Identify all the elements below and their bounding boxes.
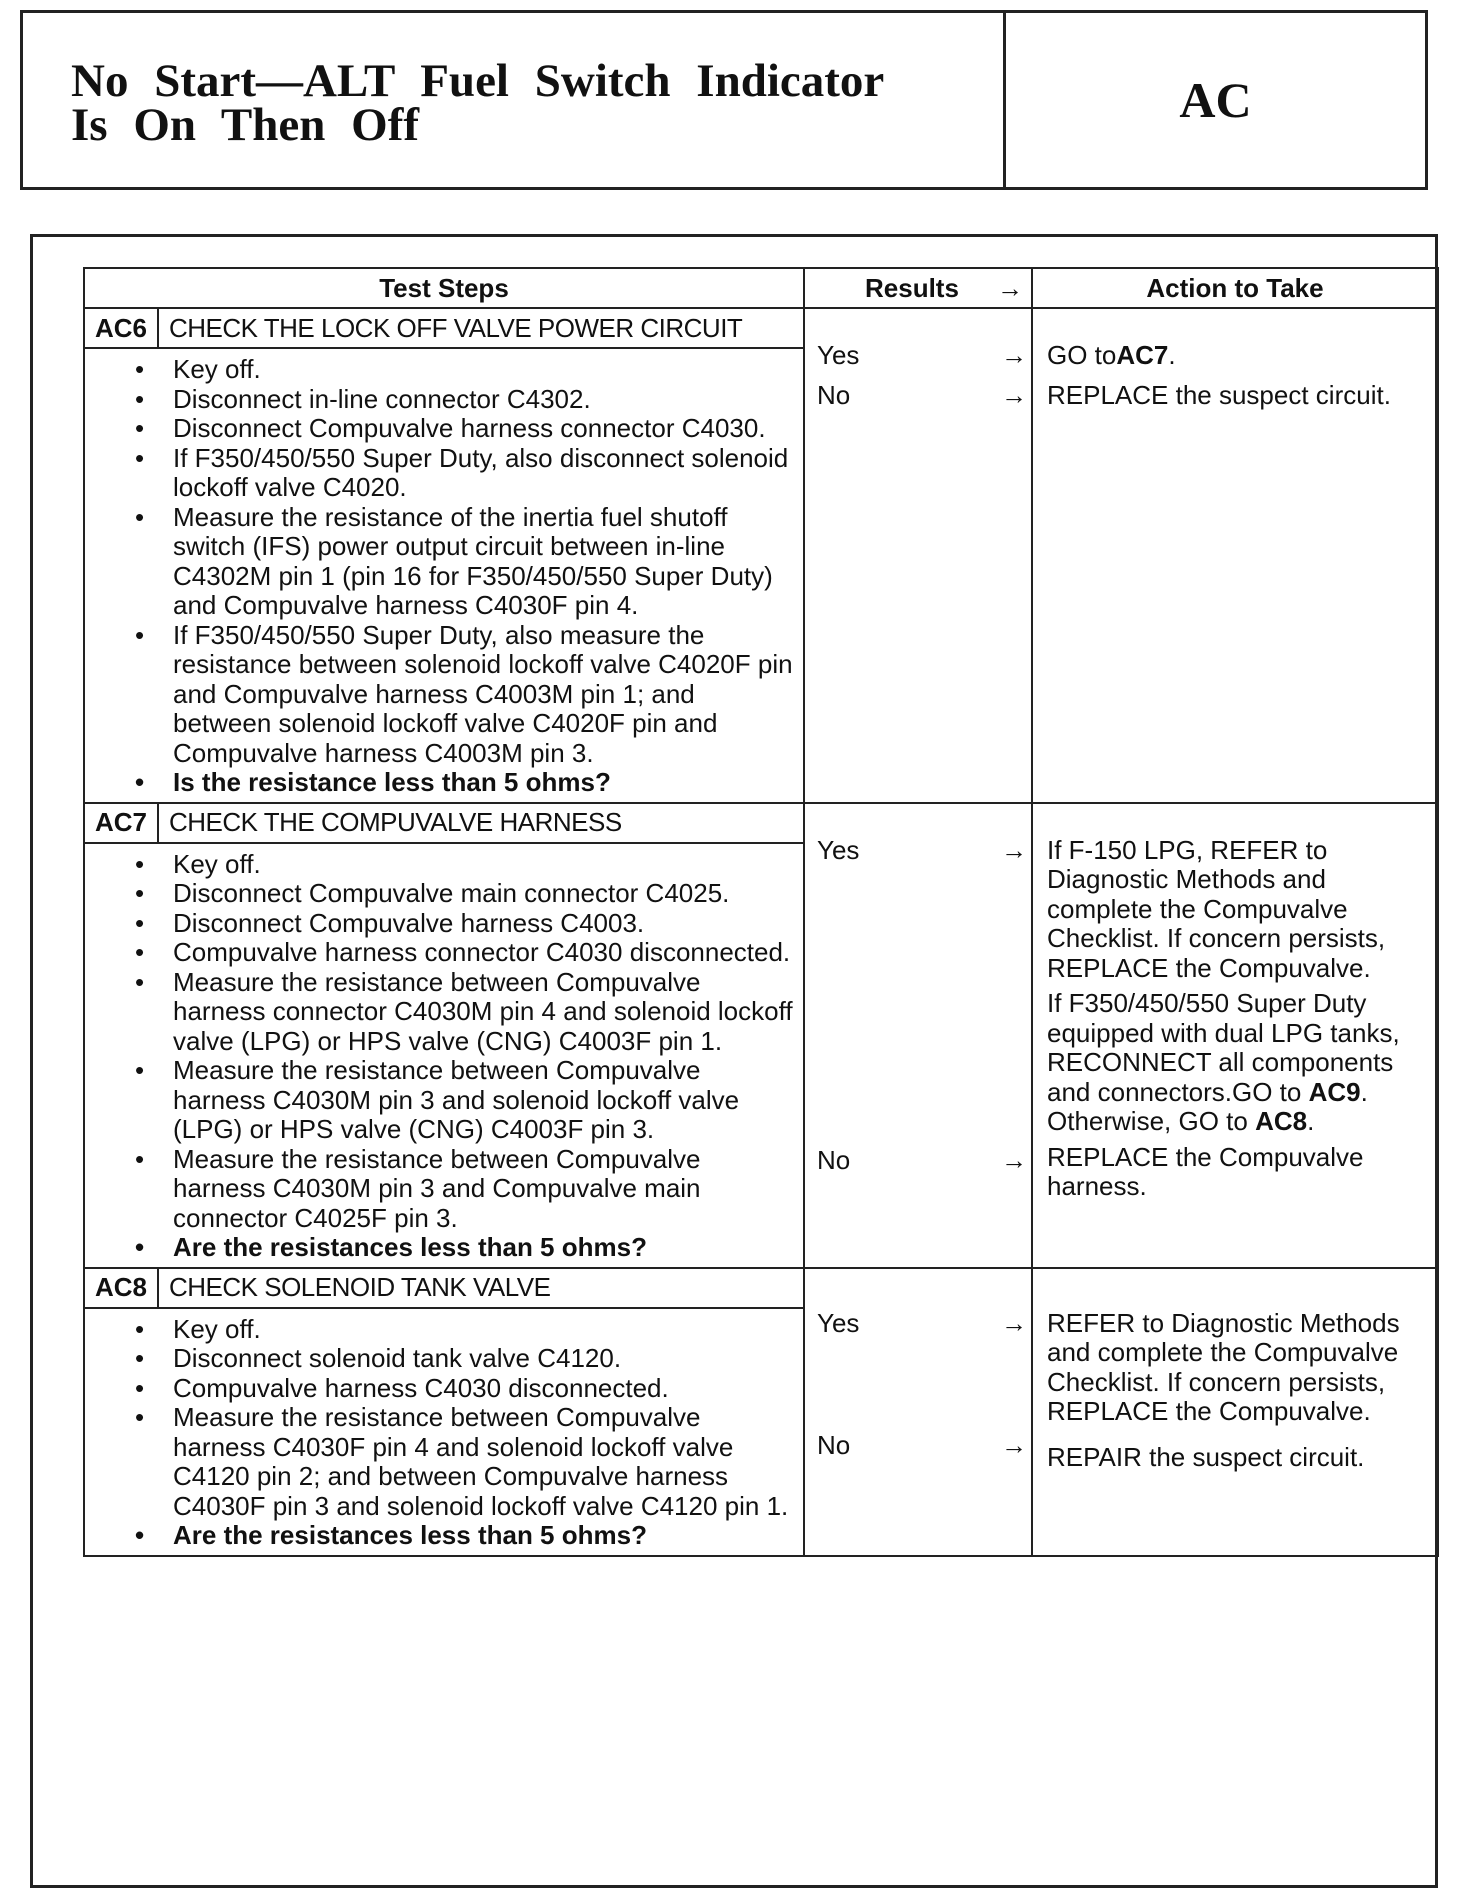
list-item: • Disconnect Compuvalve harness connector C4030. <box>173 414 793 444</box>
result-no: No → <box>805 375 1031 415</box>
list-item: • Key off. <box>173 850 793 880</box>
arrow-icon: → <box>1001 1429 1027 1460</box>
results-cell <box>804 1268 1032 1556</box>
action-no: REPLACE the Compuvalve harness. <box>1047 1141 1364 1201</box>
arrow-icon: → <box>1001 1144 1027 1175</box>
list-item: • Disconnect in-line connector C4302. <box>173 385 793 415</box>
arrow-icon: → <box>1001 380 1027 410</box>
action-cell <box>1032 308 1438 803</box>
list-item: • Disconnect Compuvalve main connector C4025. <box>173 879 793 909</box>
arrow-icon: → <box>1001 340 1027 370</box>
action-yes: REFER to Diagnostic Methods and complete the Compuvalve Checklist. If concern persists, REPLACE the Compuvalve. <box>1047 1307 1400 1426</box>
list-item: • Compuvalve harness C4030 disconnected. <box>173 1374 793 1404</box>
list-item: • Compuvalve harness connector C4030 disconnected. <box>173 938 793 968</box>
list-item: • Disconnect Compuvalve harness C4003. <box>173 909 793 939</box>
step-cell <box>84 308 804 803</box>
arrow-icon: → <box>997 272 1023 303</box>
step-title-row <box>85 1269 803 1309</box>
step-id: AC8 <box>85 1269 159 1307</box>
title-line-1: No Start—ALT Fuel Switch Indicator <box>71 55 885 107</box>
results-label: Results <box>865 272 959 303</box>
list-item: • If F350/450/550 Super Duty, also disconnect solenoid lockoff valve C4020. <box>173 444 793 503</box>
step-cell <box>84 1268 804 1556</box>
step-title-row <box>85 804 803 844</box>
action-no: REPLACE the suspect circuit. <box>1047 380 1391 410</box>
list-item: • Key off. <box>173 1315 793 1345</box>
action-yes: GO to AC7 . <box>1047 340 1176 370</box>
arrow-icon: → <box>1001 1307 1027 1338</box>
test-steps-table <box>83 267 1439 1557</box>
list-item: • Measure the resistance between Compuvalve harness connector C4030M pin 4 and solenoid lockoff valve (LPG) or HPS valve (CNG) C4003F pin 1. <box>173 968 793 1057</box>
list-item: • Measure the resistance between Compuvalve harness C4030M pin 3 and Compuvalve main connector C4025F pin 3. <box>173 1145 793 1234</box>
step-question: • Is the resistance less than 5 ohms? <box>173 768 793 798</box>
step-question: • Are the resistances less than 5 ohms? <box>173 1233 793 1263</box>
list-item: • Measure the resistance between Compuvalve harness C4030M pin 3 and solenoid lockoff valve (LPG) or HPS valve (CNG) C4003F pin 3. <box>173 1056 793 1145</box>
action-cell <box>1032 1268 1438 1556</box>
list-item: • Disconnect solenoid tank valve C4120. <box>173 1344 793 1374</box>
column-header-test-steps: Test Steps <box>84 268 804 308</box>
result-no: No → <box>805 1425 1031 1465</box>
table-row <box>84 803 1438 1268</box>
action-yes: If F-150 LPG, REFER to Diagnostic Methods and complete the Compuvalve Checklist. If concern persists, REPLACE the Compuvalve. If F350/450/550 Super Duty equipped with dual LPG tanks, RECONNECT all components and connectors.GO to AC9. Otherwise, GO to AC8. <box>1047 834 1400 1136</box>
test-steps-panel <box>30 234 1438 1888</box>
results-cell <box>804 308 1032 803</box>
step-bullets <box>85 850 803 1263</box>
action-no: REPAIR the suspect circuit. <box>1047 1441 1365 1472</box>
list-item: • Measure the resistance of the inertia fuel shutoff switch (IFS) power output circuit between in-line C4302M pin 1 (pin 16 for F350/450/550 Super Duty) and Compuvalve harness C4030F pin 4. <box>173 503 793 621</box>
result-yes: Yes → <box>805 830 1031 870</box>
step-title-row <box>85 309 803 349</box>
result-yes: Yes → <box>805 1303 1031 1343</box>
result-no: No → <box>805 1140 1031 1180</box>
list-item: • If F350/450/550 Super Duty, also measure the resistance between solenoid lockoff valve C4020F pin and Compuvalve harness C4003M pin 1; and between solenoid lockoff valve C4020F pin and Compuvalve harness C4003M pin 3. <box>173 621 793 769</box>
list-item: • Key off. <box>173 355 793 385</box>
table-header-row <box>84 268 1438 308</box>
header-box <box>20 10 1428 190</box>
title-line-2: Is On Then Off <box>71 99 420 151</box>
step-title: CHECK THE LOCK OFF VALVE POWER CIRCUIT <box>169 312 743 343</box>
table-row <box>84 308 1438 803</box>
page-title <box>23 13 1006 187</box>
step-id: AC7 <box>85 804 159 842</box>
step-question: • Are the resistances less than 5 ohms? <box>173 1521 793 1551</box>
step-id: AC6 <box>85 309 159 347</box>
step-title: CHECK THE COMPUVALVE HARNESS <box>169 807 622 837</box>
arrow-icon: → <box>1001 834 1027 865</box>
table-row <box>84 1268 1438 1556</box>
column-header-action: Action to Take <box>1032 268 1438 308</box>
list-item: • Measure the resistance between Compuvalve harness C4030F pin 4 and solenoid lockoff valve C4120 pin 2; and between Compuvalve harness C4030F pin 3 and solenoid lockoff valve C4120 pin 1. <box>173 1403 793 1521</box>
results-cell <box>804 803 1032 1268</box>
step-bullets <box>85 1315 803 1551</box>
step-title: CHECK SOLENOID TANK VALVE <box>169 1272 551 1302</box>
column-header-results <box>804 268 1032 308</box>
step-cell <box>84 803 804 1268</box>
step-bullets <box>85 355 803 798</box>
section-code: AC <box>1179 72 1252 128</box>
action-cell <box>1032 803 1438 1268</box>
result-yes: Yes → <box>805 335 1031 375</box>
